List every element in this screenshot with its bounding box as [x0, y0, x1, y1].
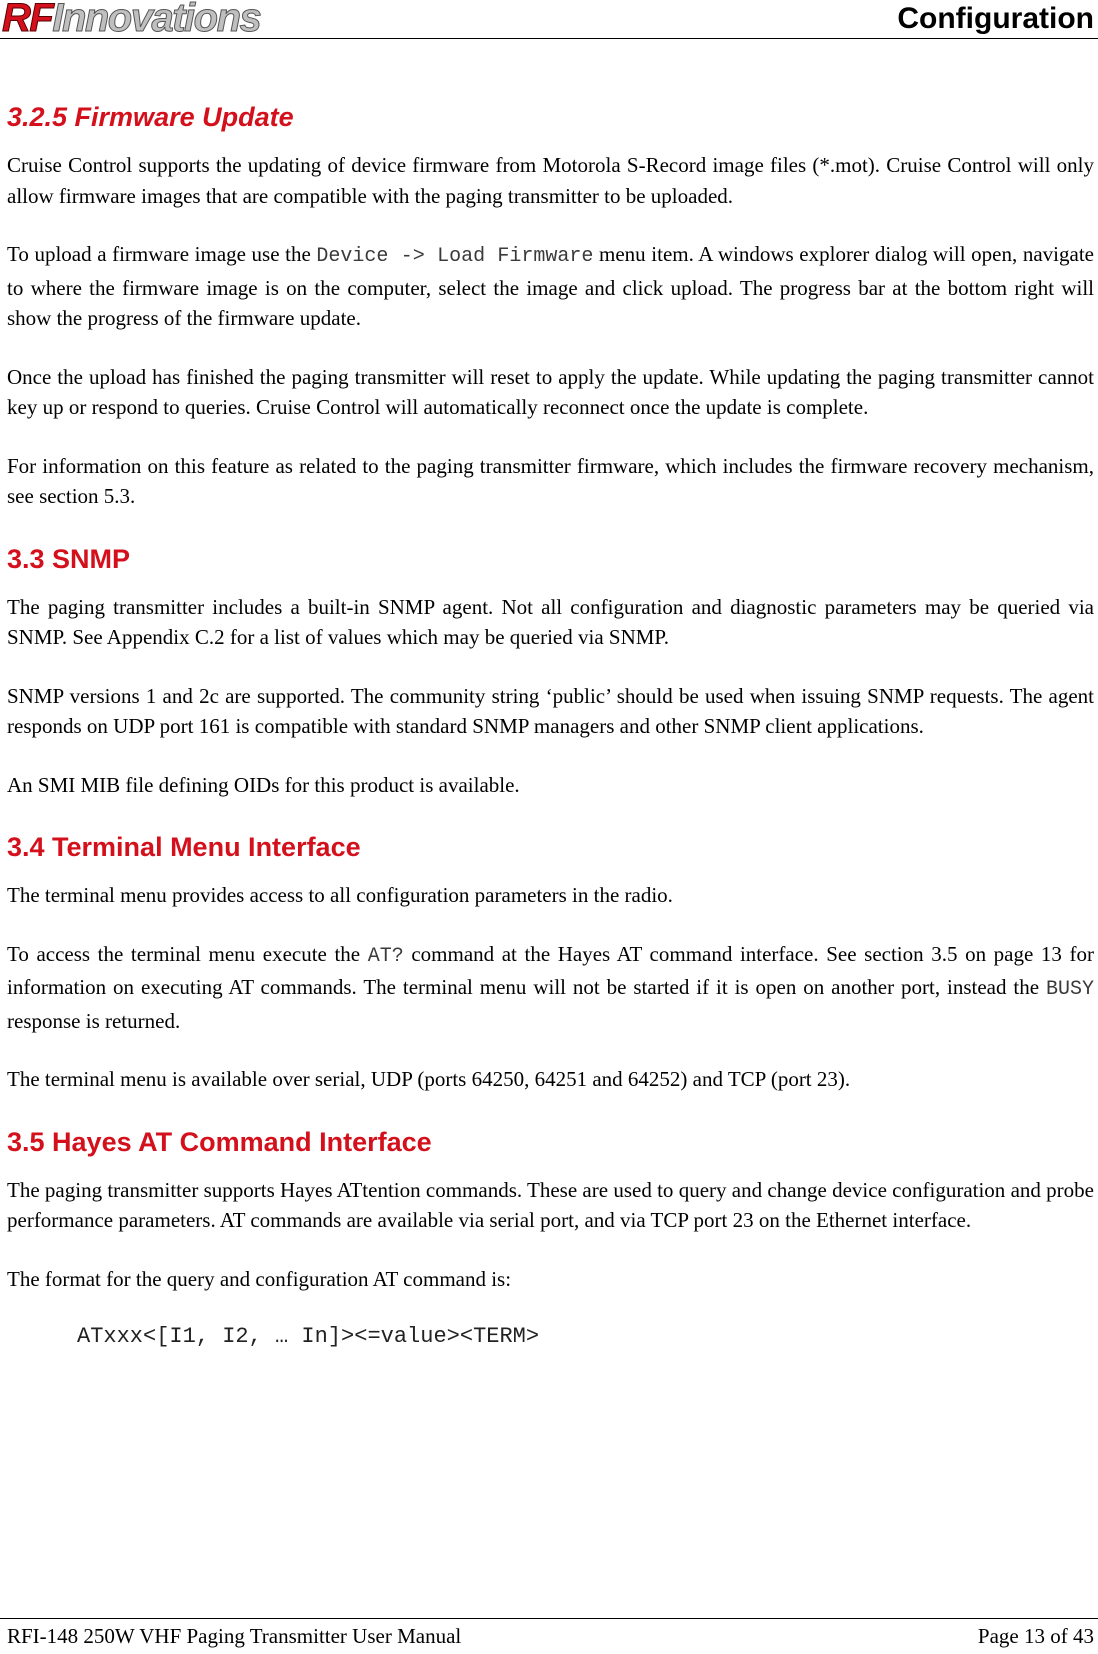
paragraph: The terminal menu provides access to all configuration parameters in the radio.	[7, 883, 673, 907]
text-span: command at the Hayes AT command interface. See section 3.5 on page 13 for information on executing AT commands. The terminal menu will not be started if it is open on another port, instead the	[7, 941, 1094, 999]
section-heading-terminal-menu: 3.4 Terminal Menu Interface	[7, 832, 361, 862]
menu-path-code: Device -> Load Firmware	[316, 245, 594, 268]
paragraph	[7, 939, 1094, 1037]
paragraph: Cruise Control supports the updating of device firmware from Motorola S-Record image files (*.mot). Cruise Control will only allow firmware images that are compatible with the paging transmitter to be uploaded.	[7, 153, 1094, 208]
at-command-format-code: ATxxx<[I1, I2, … In]><=value><TERM>	[77, 1324, 540, 1349]
logo-innovations-text: Innovations	[52, 0, 261, 40]
page-body	[7, 100, 1094, 1352]
paragraph: The format for the query and configuration AT command is:	[7, 1266, 512, 1291]
page-header	[0, 0, 1098, 40]
paragraph: For information on this feature as related to the paging transmitter firmware, which includes the firmware recovery mechanism, see section 5.3.	[7, 453, 1094, 508]
paragraph: SNMP versions 1 and 2c are supported. The community string ‘public’ should be used when issuing SNMP requests. The agent responds on UDP port 161 is compatible with standard SNMP managers and other SNMP client applications.	[7, 683, 1094, 738]
text-span: To access the terminal menu execute the	[7, 941, 368, 966]
paragraph: The paging transmitter includes a built-in SNMP agent. Not all configuration and diagnostic parameters may be queried via SNMP. See Appendix C.2 for a list of values which may be queried via SNMP.	[7, 594, 1094, 649]
rf-innovations-logo	[2, 0, 260, 42]
footer-page-number: Page 13 of 43	[977, 1624, 1094, 1648]
header-divider	[0, 38, 1098, 39]
footer-manual-title: RFI-148 250W VHF Paging Transmitter User Manual	[7, 1624, 462, 1648]
text-span: To upload a firmware image use the	[7, 242, 317, 266]
footer-divider	[0, 1618, 1098, 1619]
header-title: Configuration	[897, 2, 1094, 35]
text-span: menu item. A windows explorer dialog will open, navigate to where the firmware image is on the computer, select the image and click upload. The progress bar at the bottom right will show the progress of the firmware update.	[7, 242, 1094, 330]
command-code: AT?	[367, 944, 404, 968]
paragraph	[7, 239, 1094, 334]
text-span: response is returned.	[7, 1008, 181, 1033]
logo-rf-text: RF	[2, 0, 53, 40]
response-code: BUSY	[1045, 978, 1094, 1001]
section-heading-firmware-update: 3.2.5 Firmware Update	[7, 102, 294, 132]
paragraph: The paging transmitter supports Hayes ATtention commands. These are used to query and change device configuration and probe performance parameters. AT commands are available via serial port, and via TCP port 23 on the Ethernet interface.	[7, 1177, 1094, 1232]
paragraph: Once the upload has finished the paging transmitter will reset to apply the update. While updating the paging transmitter cannot key up or respond to queries. Cruise Control will automatically reconnect once the update is complete.	[7, 364, 1094, 419]
section-heading-snmp: 3.3 SNMP	[7, 543, 131, 574]
paragraph: An SMI MIB file defining OIDs for this product is available.	[7, 772, 520, 797]
section-heading-hayes-at: 3.5 Hayes AT Command Interface	[7, 1126, 432, 1157]
paragraph: The terminal menu is available over serial, UDP (ports 64250, 64251 and 64252) and TCP (port 23).	[7, 1067, 851, 1091]
